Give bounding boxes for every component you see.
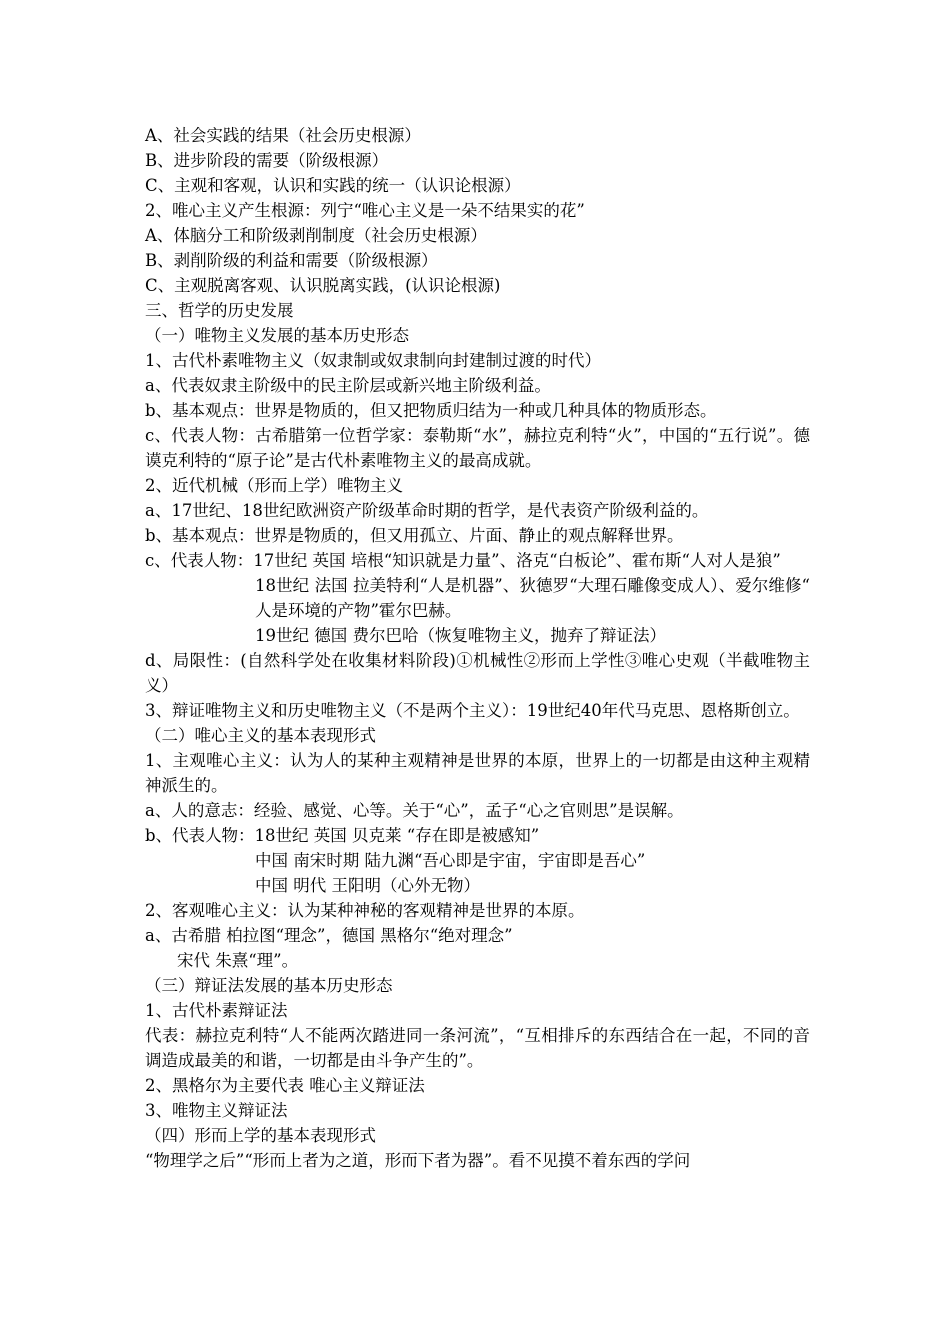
text-line: A、社会实践的结果（社会历史根源）: [145, 126, 421, 145]
text-line: B、进步阶段的需要（阶级根源）: [145, 151, 389, 170]
text-line: a、古希腊 柏拉图“理念”，德国 黑格尔“绝对理念”: [145, 926, 513, 945]
text-line-indented: 宋代 朱熹“理”。: [177, 951, 299, 970]
text-line: a、代表奴隶主阶级中的民主阶层或新兴地主阶级利益。: [145, 376, 551, 395]
text-line: C、主观和客观，认识和实践的统一（认识论根源）: [145, 176, 521, 195]
text-line: a、人的意志：经验、感觉、心等。关于“心”，孟子“心之官则思”是误解。: [145, 801, 684, 820]
text-paragraph: 代表：赫拉克利特“人不能两次踏进同一条河流”，“互相排斥的东西结合在一起，不同的音调造成最美的和谐，一切都是由斗争产生的”。: [145, 1026, 810, 1070]
text-line: 2、近代机械（形而上学）唯物主义: [145, 476, 403, 495]
subsection-heading: （三）辩证法发展的基本历史形态: [145, 976, 393, 995]
text-line: a、17世纪、18世纪欧洲资产阶级革命时期的哲学，是代表资产阶级利益的。: [145, 501, 709, 520]
subsection-heading: （一）唯物主义发展的基本历史形态: [145, 326, 409, 345]
text-line: 2、黑格尔为主要代表 唯心主义辩证法: [145, 1076, 425, 1095]
subsection-heading: （二）唯心主义的基本表现形式: [145, 726, 376, 745]
text-line: b、基本观点：世界是物质的，但又把物质归结为一种或几种具体的物质形态。: [145, 401, 717, 420]
subsection-heading: （四）形而上学的基本表现形式: [145, 1126, 376, 1145]
text-line: 1、古代朴素唯物主义（奴隶制或奴隶制向封建制过渡的时代）: [145, 351, 601, 370]
text-line-indented: 中国 明代 王阳明（心外无物）: [255, 876, 480, 895]
text-line: “物理学之后”“形而上者为之道，形而下者为器”。看不见摸不着东西的学问: [145, 1151, 691, 1170]
document-page: [145, 123, 810, 1173]
text-paragraph: d、局限性：(自然科学处在收集材料阶段)①机械性②形而上学性③唯心史观（半截唯物主义）: [145, 651, 810, 695]
text-line: B、剥削阶级的利益和需要（阶级根源）: [145, 251, 438, 270]
text-line: C、主观脱离客观、认识脱离实践，(认识论根源): [145, 276, 501, 295]
text-line: 2、客观唯心主义：认为某种神秘的客观精神是世界的本原。: [145, 901, 585, 920]
text-paragraph: c、代表人物：17世纪 英国 培根“知识就是力量”、洛克“白板论”、霍布斯“人对人是狼”: [145, 551, 781, 570]
text-line: b、代表人物：18世纪 英国 贝克莱 “存在即是被感知”: [145, 826, 540, 845]
text-line: A、体脑分工和阶级剥削制度（社会历史根源）: [145, 226, 487, 245]
text-paragraph-indented: 18世纪 法国 拉美特利“人是机器”、狄德罗“大理石雕像变成人）、爱尔维修“人是环境的产物”霍尔巴赫。: [255, 576, 810, 620]
text-line-indented: 中国 南宋时期 陆九渊“吾心即是宇宙，宇宙即是吾心”: [255, 851, 646, 870]
text-line: 3、唯物主义辩证法: [145, 1101, 288, 1120]
text-paragraph: c、代表人物：古希腊第一位哲学家：泰勒斯“水”，赫拉克利特“火”，中国的“五行说”。德谟克利特的“原子论”是古代朴素唯物主义的最高成就。: [145, 426, 810, 470]
text-line: b、基本观点：世界是物质的，但又用孤立、片面、静止的观点解释世界。: [145, 526, 684, 545]
text-line: 2、唯心主义产生根源：列宁“唯心主义是一朵不结果实的花”: [145, 201, 585, 220]
section-heading: 三、哲学的历史发展: [145, 301, 294, 320]
text-line-indented: 19世纪 德国 费尔巴哈（恢复唯物主义，抛弃了辩证法）: [255, 626, 666, 645]
text-paragraph: 1、主观唯心主义：认为人的某种主观精神是世界的本原，世界上的一切都是由这种主观精神派生的。: [145, 751, 810, 795]
text-paragraph: 3、辩证唯物主义和历史唯物主义（不是两个主义）：19世纪40年代马克思、恩格斯创立。: [145, 701, 800, 720]
text-line: 1、古代朴素辩证法: [145, 1001, 288, 1020]
